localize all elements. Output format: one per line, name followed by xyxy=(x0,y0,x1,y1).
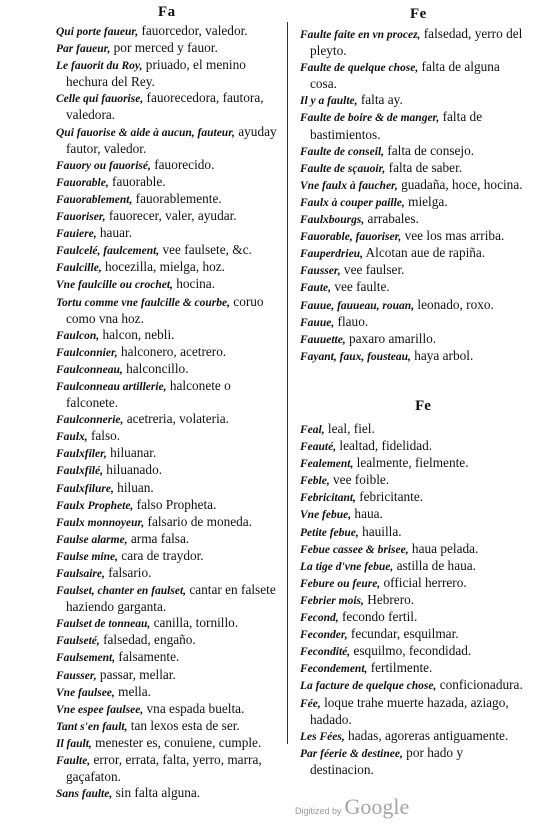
entry-headword: Qui fauorise & aide à aucun, fauteur, xyxy=(56,126,235,139)
entry-definition: acetreria, volateria. xyxy=(123,411,229,427)
entry-definition: guadaña, hoce, hocina. xyxy=(397,176,523,192)
dictionary-entry xyxy=(300,143,526,160)
entry-definition: hiluan. xyxy=(113,479,154,495)
dictionary-entry xyxy=(56,785,280,802)
entry-definition: hiluanado. xyxy=(102,462,163,478)
entry-definition: Alcotan aue de rapiña. xyxy=(362,245,486,261)
dictionary-entry xyxy=(56,462,280,479)
entry-definition: falso Propheta. xyxy=(133,496,217,512)
dictionary-entry xyxy=(56,428,280,445)
entry-definition: cara de traydor. xyxy=(117,547,204,563)
dictionary-entry xyxy=(300,421,526,438)
entry-headword: Fauue, fauueau, rouan, xyxy=(300,299,415,312)
dictionary-entry xyxy=(300,314,526,331)
entry-headword: Faulse mine, xyxy=(56,550,118,563)
entry-definition: falsario de moneda. xyxy=(144,513,253,529)
entry-definition: fauorable. xyxy=(108,173,166,189)
column-divider xyxy=(287,22,288,744)
dictionary-entry xyxy=(300,541,526,558)
dictionary-entry xyxy=(56,157,280,174)
entry-definition: fauorecedora, fautora, valedora. xyxy=(66,90,264,123)
dictionary-entry xyxy=(300,160,526,177)
entry-definition: error, errata, falta, yerro, marra, gaçafaton. xyxy=(66,752,262,785)
dictionary-entry xyxy=(56,565,280,582)
dictionary-entry xyxy=(56,242,280,259)
dictionary-entry xyxy=(300,109,526,142)
entry-headword: Faulcille, xyxy=(56,262,102,275)
entry-headword: Feauté, xyxy=(300,441,337,454)
entry-definition: canilla, tornillo. xyxy=(150,615,239,631)
entry-definition: vee faulser. xyxy=(340,262,405,278)
entry-headword: Faulse alarme, xyxy=(56,533,128,546)
entry-definition: loque trahe muerte hazada, aziago, hadado. xyxy=(310,694,509,727)
dictionary-entry xyxy=(300,211,526,228)
dictionary-entry xyxy=(300,455,526,472)
entry-headword: Faulconnier, xyxy=(56,346,118,359)
entry-headword: La tige d'vne febue, xyxy=(300,560,394,573)
dictionary-entry xyxy=(56,615,280,632)
entry-definition: fecundar, esquilmar. xyxy=(347,626,459,642)
entry-definition: flauo. xyxy=(334,313,369,329)
entry-headword: Tortu comme vne faulcille & courbe, xyxy=(56,296,230,309)
entry-headword: Faulx à couper paille, xyxy=(300,196,405,209)
entry-definition: halconcillo. xyxy=(122,360,189,376)
entry-headword: Faulx, xyxy=(56,431,88,444)
dictionary-entry xyxy=(56,327,280,344)
right-column-bottom xyxy=(300,398,526,778)
dictionary-entry xyxy=(300,489,526,506)
entry-definition: vee foible. xyxy=(329,472,390,488)
entry-headword: Fecondement, xyxy=(300,663,368,676)
entry-headword: Fausser, xyxy=(56,669,97,682)
dictionary-entry xyxy=(300,348,526,365)
entry-headword: Vne febue, xyxy=(300,509,352,522)
entry-headword: Feble, xyxy=(300,475,330,488)
entry-headword: Faulconnerie, xyxy=(56,414,124,427)
dictionary-entry xyxy=(56,667,280,684)
entry-definition: falta ay. xyxy=(357,92,403,108)
dictionary-entry xyxy=(56,514,280,531)
dictionary-entry xyxy=(300,695,526,728)
entry-headword: Febure ou feure, xyxy=(300,577,381,590)
dictionary-entry xyxy=(300,506,526,523)
entry-headword: Febrier mois, xyxy=(300,594,364,607)
entry-definition: vee los mas arriba. xyxy=(401,228,505,244)
entry-headword: Faulxfilé, xyxy=(56,465,103,478)
entry-definition: leonado, roxo. xyxy=(414,296,494,312)
digitized-by-google-watermark xyxy=(295,794,409,820)
entry-definition: passar, mellar. xyxy=(96,666,176,682)
entry-definition: arma falsa. xyxy=(127,530,190,546)
entry-definition: febricitante. xyxy=(355,489,424,505)
entry-headword: Vne faulsee, xyxy=(56,686,115,699)
entry-headword: Tant s'en fault, xyxy=(56,720,128,733)
entry-headword: Faulte de conseil, xyxy=(300,145,385,158)
entry-definition: falsamente. xyxy=(115,649,180,665)
dictionary-entry xyxy=(56,548,280,565)
entry-headword: Le fauorit du Roy, xyxy=(56,60,143,73)
entry-headword: Sans faulte, xyxy=(56,788,113,801)
entry-definition: por hado y destinacion. xyxy=(310,744,464,777)
entry-headword: Celle qui fauorise, xyxy=(56,93,144,106)
entry-definition: hocezilla, mielga, hoz. xyxy=(101,259,226,275)
entry-headword: Fauiere, xyxy=(56,228,97,241)
dictionary-entry xyxy=(300,331,526,348)
entry-definition: esquilmo, fecondidad. xyxy=(350,643,472,659)
entry-definition: fauorcedor, valedor. xyxy=(138,23,248,38)
entry-definition: lealmente, fielmente. xyxy=(353,455,469,471)
dictionary-entry xyxy=(56,124,280,157)
entry-definition: halconete o falconete. xyxy=(66,377,231,411)
entry-headword: Feal, xyxy=(300,424,325,436)
entry-definition: hiluanar. xyxy=(106,445,157,461)
entry-headword: Faulx Prophete, xyxy=(56,499,134,512)
entry-definition: tan lexos esta de ser. xyxy=(127,717,240,733)
entry-headword: Il y a faulte, xyxy=(300,95,358,108)
entry-definition: leal, fiel. xyxy=(324,421,375,436)
entry-definition: falta de alguna cosa. xyxy=(310,59,500,92)
entry-headword: Faute, xyxy=(300,282,331,295)
dictionary-entry xyxy=(56,378,280,411)
dictionary-entry xyxy=(56,531,280,548)
entry-headword: Faulte, xyxy=(56,755,91,768)
entry-headword: Vne faulx à faucher, xyxy=(300,179,398,192)
entry-headword: Faulcon, xyxy=(56,329,100,342)
dictionary-entry xyxy=(300,26,526,59)
dictionary-entry xyxy=(300,438,526,455)
dictionary-entry xyxy=(56,259,280,276)
entry-definition: por merced y fauor. xyxy=(110,40,218,56)
entry-headword: Fausser, xyxy=(300,265,341,278)
dictionary-entry xyxy=(300,279,526,296)
entry-headword: Fauorable, fauoriser, xyxy=(300,231,402,244)
entry-definition: ayuday fautor, valedor. xyxy=(66,123,277,156)
dictionary-entry xyxy=(56,90,280,123)
entry-headword: Fauue, xyxy=(300,316,335,329)
entry-definition: Hebrero. xyxy=(363,591,415,607)
entry-definition: coruo como vna hoz. xyxy=(66,293,264,326)
entry-headword: Faulsement, xyxy=(56,652,116,665)
dictionary-entry xyxy=(56,445,280,462)
dictionary-entry xyxy=(56,735,280,752)
entry-definition: vna espada buelta. xyxy=(143,700,245,716)
entry-headword: Petite febue, xyxy=(300,526,359,539)
dictionary-entry xyxy=(56,191,280,208)
page-header-left: Fa xyxy=(158,4,176,20)
entry-definition: mielga. xyxy=(404,193,448,209)
dictionary-entry xyxy=(300,677,526,694)
entry-definition: menester es, conuiene, cumple. xyxy=(91,734,262,750)
entry-headword: Fauorable, xyxy=(56,176,109,189)
entry-headword: Faulset, chanter en faulset, xyxy=(56,585,187,598)
entry-headword: Faulsaire, xyxy=(56,568,105,580)
entry-definition: falta de saber. xyxy=(385,159,463,175)
dictionary-entry xyxy=(56,718,280,735)
entry-definition: paxaro amarillo. xyxy=(345,330,437,346)
entry-headword: Fecond, xyxy=(300,612,339,625)
entry-headword: Febricitant, xyxy=(300,492,356,505)
entry-definition: mella. xyxy=(114,683,151,699)
entry-headword: Febue cassee & brisee, xyxy=(300,543,409,556)
page-header-right: Fe xyxy=(410,6,427,22)
entry-headword: Faulte faite en vn procez, xyxy=(300,29,421,41)
entry-definition: hadas, agoreras antiguamente. xyxy=(344,727,509,743)
entry-definition: fauorecido. xyxy=(150,156,215,172)
entry-headword: Fauoriser, xyxy=(56,211,106,224)
entry-definition: halconero, acetrero. xyxy=(117,343,227,359)
dictionary-entry xyxy=(300,228,526,245)
dictionary-entry xyxy=(56,276,280,293)
dictionary-entry xyxy=(56,225,280,242)
entry-headword: Il fault, xyxy=(56,737,92,750)
dictionary-entry xyxy=(300,558,526,575)
entry-definition: fauorecer, valer, ayudar. xyxy=(105,208,237,224)
entry-definition: hocina. xyxy=(172,276,216,292)
entry-definition: hauilla. xyxy=(358,523,402,539)
entry-headword: Faulseté, xyxy=(56,635,100,648)
entry-headword: Vne faulcille ou crochet, xyxy=(56,279,173,292)
entry-headword: Fecondité, xyxy=(300,646,351,659)
entry-headword: Faulx monnoyeur, xyxy=(56,516,145,529)
entry-headword: Fauuette, xyxy=(300,333,346,346)
dictionary-entry xyxy=(300,245,526,262)
entry-headword: Faulcelé, faulcement, xyxy=(56,245,160,258)
dictionary-entry xyxy=(56,174,280,191)
dictionary-entry xyxy=(56,632,280,649)
right-column-bottom-entries xyxy=(300,421,526,778)
dictionary-entry xyxy=(300,472,526,489)
entry-headword: Faulte de sçauoir, xyxy=(300,162,386,175)
dictionary-entry xyxy=(300,609,526,626)
dictionary-entry xyxy=(300,59,526,92)
entry-definition: lealtad, fidelidad. xyxy=(336,438,433,454)
google-logo: Google xyxy=(344,794,410,819)
entry-headword: Faulconneau artillerie, xyxy=(56,380,167,393)
dictionary-entry xyxy=(300,728,526,745)
entry-headword: Faulset de tonneau, xyxy=(56,618,151,631)
dictionary-entry xyxy=(56,649,280,666)
entry-headword: Par féerie & destinee, xyxy=(300,747,403,760)
entry-definition: haua. xyxy=(351,506,383,522)
dictionary-entry xyxy=(300,643,526,660)
dictionary-entry xyxy=(56,40,280,57)
entry-definition: fauorablemente. xyxy=(132,190,222,206)
entry-headword: La facture de quelque chose, xyxy=(300,680,437,693)
dictionary-entry xyxy=(300,524,526,541)
dictionary-entry xyxy=(56,411,280,428)
entry-definition: astilla de haua. xyxy=(393,557,476,573)
entry-definition: sin falta alguna. xyxy=(112,785,201,801)
dictionary-entry xyxy=(300,262,526,279)
entry-headword: Feconder, xyxy=(300,629,348,642)
entry-definition: falsedad, engaño. xyxy=(99,632,196,648)
watermark-prefix: Digitized by xyxy=(295,806,342,816)
dictionary-entry xyxy=(56,344,280,361)
entry-headword: Faulte de boire & de manger, xyxy=(300,112,440,125)
entry-headword: Fauory ou fauorisé, xyxy=(56,159,151,172)
entry-headword: Faulxfiler, xyxy=(56,448,107,461)
dictionary-entry xyxy=(56,57,280,90)
entry-headword: Fauperdrieu, xyxy=(300,248,363,261)
entry-headword: Faulxbourgs, xyxy=(300,214,365,227)
entry-headword: Par faueur, xyxy=(56,43,111,56)
dictionary-entry xyxy=(300,297,526,314)
dictionary-entry xyxy=(56,497,280,514)
dictionary-entry xyxy=(56,684,280,701)
entry-definition: falsedad, yerro del pleyto. xyxy=(310,26,523,59)
dictionary-entry xyxy=(300,177,526,194)
dictionary-entry xyxy=(300,575,526,592)
entry-headword: Qui porte faueur, xyxy=(56,26,139,38)
entry-definition: falta de bastimientos. xyxy=(310,109,483,142)
dictionary-entry xyxy=(56,701,280,718)
dictionary-entry xyxy=(300,194,526,211)
entry-definition: falsario. xyxy=(104,565,152,580)
dictionary-entry xyxy=(56,752,280,785)
right-column-top xyxy=(300,26,526,365)
entry-definition: falso. xyxy=(87,428,121,444)
entry-headword: Faulconneau, xyxy=(56,363,123,376)
entry-definition: fertilmente. xyxy=(367,660,433,676)
entry-definition: haua pelada. xyxy=(408,540,479,556)
entry-definition: falta de consejo. xyxy=(384,142,475,158)
dictionary-entry xyxy=(300,92,526,109)
entry-headword: Fauorablement, xyxy=(56,193,133,206)
dictionary-entry xyxy=(300,592,526,609)
entry-definition: cantar en falsete haziendo garganta. xyxy=(66,582,276,615)
dictionary-entry xyxy=(56,582,280,615)
entry-headword: Faulxfilure, xyxy=(56,482,114,495)
entry-headword: Faulte de quelque chose, xyxy=(300,62,419,75)
dictionary-entry xyxy=(56,294,280,327)
entry-definition: arrabales. xyxy=(364,211,419,227)
entry-headword: Fée, xyxy=(300,697,321,710)
entry-definition: fecondo fertil. xyxy=(338,609,418,625)
section-heading-fe: Fe xyxy=(415,398,431,414)
entry-definition: hauar. xyxy=(96,225,133,241)
left-column xyxy=(56,23,280,802)
dictionary-entry xyxy=(56,480,280,497)
dictionary-entry xyxy=(300,660,526,677)
dictionary-entry xyxy=(56,23,280,40)
dictionary-entry xyxy=(56,361,280,378)
entry-definition: halcon, nebli. xyxy=(99,326,175,342)
entry-headword: Fayant, faux, fousteau, xyxy=(300,350,411,363)
entry-headword: Fealement, xyxy=(300,458,354,471)
entry-definition: official herrero. xyxy=(380,574,467,590)
entry-definition: vee faulte. xyxy=(331,279,390,295)
dictionary-entry xyxy=(300,626,526,643)
entry-definition: conficionadura. xyxy=(436,677,523,693)
entry-definition: priuado, el menino hechura del Rey. xyxy=(66,57,246,90)
entry-headword: Vne espee faulsee, xyxy=(56,703,144,716)
entry-definition: haya arbol. xyxy=(410,347,474,363)
entry-headword: Les Fées, xyxy=(300,730,345,743)
dictionary-entry xyxy=(300,745,526,778)
dictionary-entry xyxy=(56,208,280,225)
entry-definition: vee faulsete, &c. xyxy=(159,242,252,258)
